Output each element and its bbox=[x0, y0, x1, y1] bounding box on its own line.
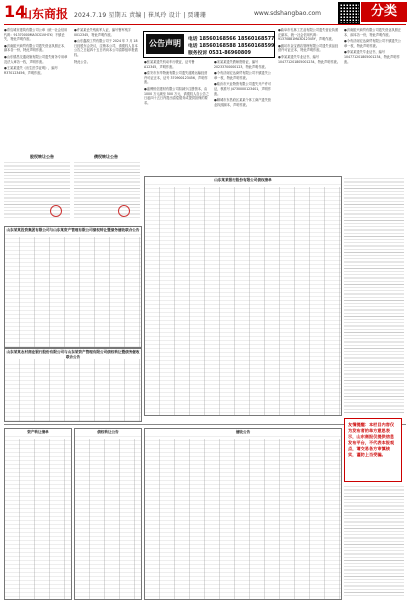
notice-item: ●张某某遗失机动车行驶证，证号鲁 A12345，声明作废。 bbox=[144, 60, 195, 69]
table-title: 债权转让公告 bbox=[75, 429, 141, 436]
notice-item: ●青岛城市建筑有限公司公章（统一社会信用代码：91370000MA3CS1VH7X）不慎丢失，特此声明作废。 bbox=[4, 28, 68, 42]
table-title: 资产转让清单 bbox=[5, 429, 71, 436]
notice-column-2 bbox=[74, 28, 140, 66]
seal-icon bbox=[118, 205, 130, 217]
notice-item: ●许某某丢失残疾军人证，编号鲁军残字 0012345，特此声明作废。 bbox=[74, 28, 131, 37]
debt-table-3 bbox=[144, 176, 342, 416]
asset-table-1 bbox=[4, 428, 72, 600]
bottom-right-notice bbox=[344, 484, 404, 598]
page-number: 14 bbox=[4, 2, 27, 21]
table-title: 山东某某银行股份有限公司债权清单 bbox=[145, 177, 341, 184]
notice-column-6 bbox=[344, 28, 404, 66]
asset-table-2 bbox=[74, 428, 142, 600]
asset-table-3 bbox=[144, 428, 342, 600]
ad-logo: 公告声明 bbox=[146, 34, 184, 54]
qr-code-icon bbox=[338, 2, 360, 24]
reminder-text: 友情提醒：本栏目内容仅为发布者的单方意思表示，山东商报仅提供信息发布平台，不代表本报观点，请交易各方审慎核实，谨防上当受骗。 bbox=[348, 422, 395, 457]
table-grid bbox=[5, 237, 141, 347]
notice-title-equity: 股权转让公告 bbox=[30, 154, 54, 159]
notice-column-5 bbox=[278, 28, 340, 66]
notice-item: ●宋某某遗失教师资格证，编号 20233700000123，特此声明作废。 bbox=[214, 60, 268, 69]
notice-column-1 bbox=[4, 28, 70, 77]
ad-complaint-line: 服务投诉 0531-86960809 bbox=[188, 51, 251, 56]
debt-table-2 bbox=[4, 348, 142, 422]
issue-meta: 2024.7.19 星期五 责编 | 崔凤玲 设计 | 贾珊珊 bbox=[74, 12, 207, 19]
notice-item: ●山东鑫源工贸有限公司于 2024 年 7 月 18 日经股东会决议，注销本公司，请债权人自本公告之日起四十五日内向本公司清算组申报债权。 bbox=[74, 39, 138, 57]
table-grid bbox=[5, 359, 141, 421]
table-grid bbox=[145, 187, 341, 415]
notice-item: ●泰安市东华物流有限公司遗失道路运输经营许可证正本，证号 370900123456，声明作废。 bbox=[144, 71, 208, 85]
table-grid bbox=[75, 439, 141, 599]
debt-table-1 bbox=[4, 226, 142, 348]
notice-item: ●李某某遗失毕业证书，编号 104771201805001234，特此声明作废。 bbox=[278, 54, 341, 64]
notice-item: 特此公告。 bbox=[74, 59, 90, 64]
table-title: 山东某某投资集团有限公司与山东某资产管理有限公司债权转让暨债务催收联合公告 bbox=[6, 228, 140, 232]
advertising-contact-box bbox=[143, 31, 275, 58]
table-title: 催收公告 bbox=[145, 429, 341, 436]
notice-column-4 bbox=[214, 60, 274, 109]
notice-item: ●聊城市东昌府区某某个体工商户遗失营业执照副本，声明作废。 bbox=[214, 98, 271, 107]
section-label: 分类 bbox=[361, 2, 407, 22]
notice-item: ●济南振兴商贸有限公司遗失营业执照正本、副本各一份，特此声明作废。 bbox=[344, 28, 401, 37]
table-grid bbox=[5, 439, 71, 599]
notice-title-debt: 债权转让公告 bbox=[94, 154, 118, 159]
notice-item: ●临沂市兴业物资有限公司遗失开户许可证，核准号 J4730000123401，声明作废。 bbox=[214, 82, 272, 96]
notice-column-3 bbox=[144, 60, 210, 107]
notice-item: ●王某某遗失《出生医学证明》，编号 R370123456，声明作废。 bbox=[4, 66, 58, 75]
ad-phone-line-2: 电话 18560168588 18560168599 bbox=[188, 44, 275, 49]
seal-icon bbox=[50, 205, 62, 217]
table-grid bbox=[145, 439, 341, 599]
reminder-box bbox=[344, 418, 402, 482]
masthead bbox=[4, 2, 406, 25]
right-notice-block bbox=[344, 176, 404, 414]
site-url[interactable]: www.sdshangbao.com bbox=[254, 10, 322, 17]
notice-item: ●淄博恒信建材有限公司拟减少注册资本，由 1000 万元减至 500 万元，请债权人自公告之日起四十五日内提出清偿债务或提供担保的要求。 bbox=[144, 86, 210, 105]
notice-item: ●今有济南宏达商贸有限公司不慎遗失公章一枚，特此声明作废。 bbox=[214, 71, 271, 80]
notice-item: ●曲阜市孔林工艺品有限公司遗失营业执照正副本，统一社会信用代码：91370881MA3D12345Y，声明作废。 bbox=[278, 28, 339, 42]
table-title: 山东某某农村商业银行股份有限公司与山东某资产管理有限公司债权转让暨债务催收联合公告 bbox=[6, 350, 140, 359]
brand-name: 山东商报 bbox=[20, 7, 69, 21]
notice-item: ●今有济南宏达商贸有限公司不慎遗失公章一枚，特此声明作废。 bbox=[344, 39, 401, 48]
notice-item: ●李某某遗失毕业证书，编号 104771201805001234，特此声明作废。 bbox=[344, 50, 400, 64]
notice-item: ●潍坊市金宝酒店管理有限公司遗失食品经营许可证正本，特此声明作废。 bbox=[278, 43, 339, 53]
notice-item: ●济南振兴商贸有限公司遗失营业执照正本、副本各一份，特此声明作废。 bbox=[4, 43, 68, 53]
notice-item: ●山东德昌交通设施有限公司遗失财务专用章及法人章各一枚，声明作废。 bbox=[4, 54, 68, 64]
notice-body-debt bbox=[74, 160, 140, 220]
ad-phone-line-1: 电话 18560168566 18560168577 bbox=[188, 37, 275, 42]
